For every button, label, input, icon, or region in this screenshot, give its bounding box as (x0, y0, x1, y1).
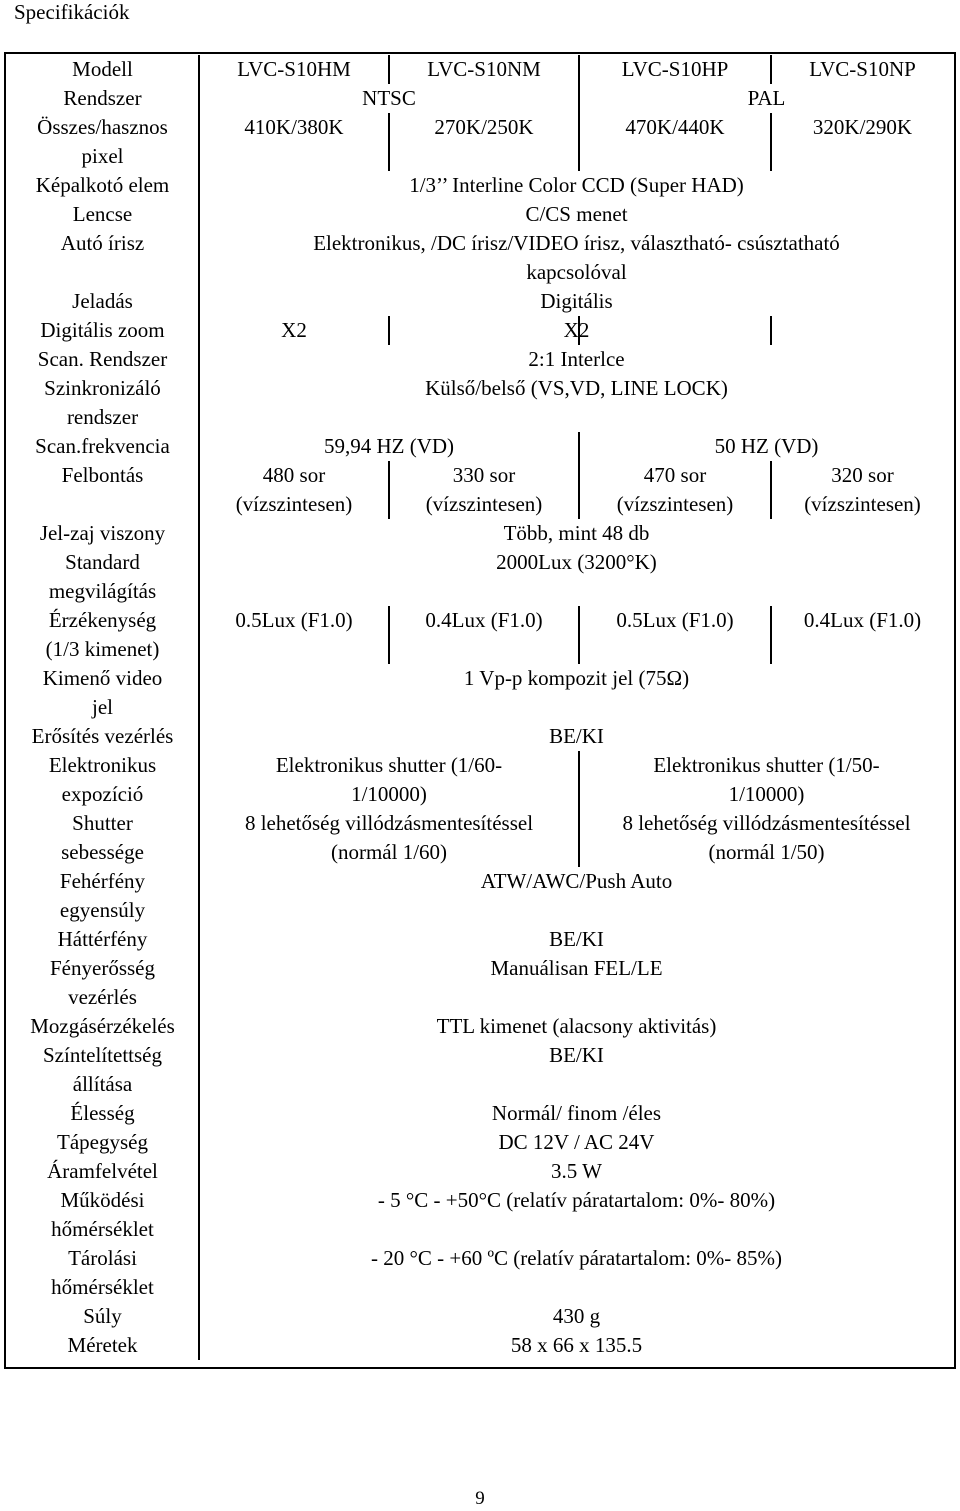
row-auto-irisz (6, 229, 954, 287)
spec-label (6, 1244, 199, 1302)
spec-label-line: Összes/hasznos (37, 115, 168, 139)
column-divider (198, 519, 200, 548)
spec-value (389, 316, 764, 345)
spec-value-line: (vízszintesen) (235, 492, 353, 516)
spec-value-line: DC 12V / AC 24V (498, 1130, 655, 1154)
spec-value (579, 461, 771, 519)
spec-label-line: Színtelítettség (43, 1043, 162, 1067)
spec-value-line: Elektronikus shutter (1/50- (653, 753, 880, 777)
spec-table (4, 52, 956, 1369)
spec-value (199, 1331, 954, 1360)
spec-label-line: Felbontás (61, 463, 144, 487)
spec-label (6, 229, 199, 258)
spec-label-line: Kimenő video (42, 666, 163, 690)
spec-label-line: hőmérséklet (51, 1217, 154, 1241)
row-meretek (6, 1331, 954, 1360)
spec-label-line: Shutter (72, 811, 133, 835)
row-expozicio (6, 751, 954, 809)
column-divider (388, 55, 390, 84)
spec-label (6, 606, 199, 664)
spec-value (771, 55, 954, 84)
column-divider (388, 606, 390, 664)
spec-value (199, 55, 389, 84)
row-suly (6, 1302, 954, 1331)
row-feherfeny (6, 867, 954, 925)
spec-label-line: Modell (72, 57, 133, 81)
spec-label (6, 809, 199, 867)
spec-value-line: 330 sor (452, 463, 516, 487)
column-divider (770, 113, 772, 171)
column-divider (578, 606, 580, 664)
spec-value-line: 2:1 Interlce (528, 347, 625, 371)
column-divider (198, 1099, 200, 1128)
column-divider (198, 461, 200, 519)
column-divider (198, 316, 200, 345)
spec-label (6, 751, 199, 809)
spec-label-line: (1/3 kimenet) (45, 637, 160, 661)
row-jel-zaj (6, 519, 954, 548)
column-divider (578, 113, 580, 171)
spec-label-line: Érzékenység (48, 608, 157, 632)
spec-label (6, 432, 199, 461)
spec-label-line: Áramfelvétel (47, 1159, 158, 1183)
spec-label-line: vezérlés (68, 985, 137, 1009)
row-aramfelvetel (6, 1157, 954, 1186)
spec-value-line: (normál 1/50) (708, 840, 825, 864)
column-divider (198, 954, 200, 1012)
spec-label-line: Súly (83, 1304, 122, 1328)
column-divider (198, 113, 200, 171)
spec-label-line: megvilágítás (48, 579, 157, 603)
spec-label-line: Működési (60, 1188, 145, 1212)
spec-value (771, 461, 954, 519)
spec-value-line: (vízszintesen) (425, 492, 543, 516)
spec-label (6, 1128, 199, 1157)
spec-value (199, 664, 954, 693)
spec-label-line: Jel-zaj viszony (39, 521, 166, 545)
spec-value (389, 113, 579, 142)
column-divider (198, 751, 200, 809)
page-title: Specifikációk (14, 0, 130, 24)
spec-value (199, 925, 954, 954)
column-divider (578, 84, 580, 113)
row-fenyerosseg (6, 954, 954, 1012)
spec-value-line: 3.5 W (551, 1159, 602, 1183)
spec-value (771, 113, 954, 142)
spec-label (6, 1099, 199, 1128)
spec-label (6, 316, 199, 345)
spec-value (199, 1302, 954, 1331)
spec-value-line: - 20 °C - +60 ºC (relatív páratartalom: 0%- 85%) (370, 1246, 783, 1270)
spec-value (199, 809, 579, 867)
spec-value (579, 432, 954, 461)
spec-value-line: LVC-S10NP (809, 57, 916, 81)
column-divider (198, 867, 200, 925)
spec-value-line: 430 g (552, 1304, 601, 1328)
column-divider (198, 548, 200, 606)
spec-value (199, 519, 954, 548)
spec-value (199, 1041, 954, 1070)
spec-value-line: Normál/ finom /éles (491, 1101, 662, 1125)
row-kepalkoto (6, 171, 954, 200)
spec-label-line: Jeladás (72, 289, 133, 313)
spec-label-line: egyensúly (59, 898, 146, 922)
spec-value (389, 461, 579, 519)
spec-value-line: LVC-S10NM (427, 57, 541, 81)
row-kimeno-video (6, 664, 954, 722)
spec-label-line: Tápegység (57, 1130, 148, 1154)
spec-value (199, 1012, 954, 1041)
spec-label-line: Digitális zoom (40, 318, 165, 342)
spec-label (6, 171, 199, 200)
spec-value-line: X2 (281, 318, 307, 342)
column-divider (770, 461, 772, 519)
spec-value (199, 113, 389, 142)
spec-value-line: Manuálisan FEL/LE (490, 956, 663, 980)
column-divider (198, 1331, 200, 1360)
spec-value-line: 480 sor (262, 463, 326, 487)
spec-label-line: Autó írisz (60, 231, 145, 255)
spec-value-line: BE/KI (549, 724, 604, 748)
spec-value-line: 59,94 HZ (VD) (323, 434, 455, 458)
spec-value (771, 606, 954, 635)
spec-value-line: 1 Vp-p kompozit jel (75Ω) (463, 666, 690, 690)
spec-label-line: Fehérfény (59, 869, 146, 893)
spec-label (6, 925, 199, 954)
spec-label (6, 84, 199, 113)
spec-value-line: 320 sor (831, 463, 894, 487)
spec-value-line: 410K/380K (244, 115, 344, 139)
row-erzekenyseg (6, 606, 954, 664)
row-scan-frekvencia (6, 432, 954, 461)
column-divider (198, 171, 200, 200)
spec-value (199, 84, 579, 113)
spec-value (199, 954, 954, 983)
spec-label (6, 1302, 199, 1331)
column-divider (770, 55, 772, 84)
spec-label-line: Scan.frekvencia (35, 434, 170, 458)
row-pixel (6, 113, 954, 171)
spec-value (389, 55, 579, 84)
spec-value (199, 548, 954, 577)
row-mozgaserzekeles (6, 1012, 954, 1041)
spec-value (199, 606, 389, 635)
column-divider (388, 461, 390, 519)
row-hatterfeny (6, 925, 954, 954)
column-divider (578, 809, 580, 867)
spec-value-line: (vízszintesen) (616, 492, 734, 516)
spec-label (6, 548, 199, 606)
spec-label-line: Mozgásérzékelés (30, 1014, 175, 1038)
column-divider (578, 316, 580, 345)
spec-value-line: 270K/250K (434, 115, 534, 139)
column-divider (578, 432, 580, 461)
spec-value (199, 722, 954, 751)
row-modell (6, 55, 954, 84)
spec-label (6, 287, 199, 316)
spec-value-line: NTSC (362, 86, 416, 110)
spec-value-line: BE/KI (549, 1043, 604, 1067)
page-number: 9 (475, 1488, 485, 1509)
spec-value-line: 0.4Lux (F1.0) (425, 608, 543, 632)
column-divider (770, 606, 772, 664)
spec-label-line: Standard (65, 550, 140, 574)
spec-value (199, 316, 389, 345)
spec-value-line: 1/10000) (728, 782, 805, 806)
spec-value-line: LVC-S10HM (237, 57, 351, 81)
spec-value-line: 58 x 66 x 135.5 (510, 1333, 643, 1357)
column-divider (198, 200, 200, 229)
spec-label-line: Erősítés vezérlés (31, 724, 174, 748)
spec-value (199, 751, 579, 809)
spec-value (389, 606, 579, 635)
spec-value (199, 1128, 954, 1157)
spec-label-line: Méretek (67, 1333, 138, 1357)
spec-label (6, 461, 199, 490)
row-elesseg (6, 1099, 954, 1128)
spec-value-line: 0.4Lux (F1.0) (803, 608, 922, 632)
column-divider (578, 461, 580, 519)
column-divider (198, 55, 200, 84)
spec-value (579, 809, 954, 867)
row-shutter (6, 809, 954, 867)
row-szinkron (6, 374, 954, 432)
spec-label-line: Képalkotó elem (35, 173, 170, 197)
spec-value-line: ATW/AWC/Push Auto (480, 869, 673, 893)
row-zoom (6, 316, 954, 345)
row-scan-rendszer (6, 345, 954, 374)
spec-value (199, 1244, 954, 1273)
spec-value-line: 1/10000) (351, 782, 427, 806)
spec-value (579, 84, 954, 113)
spec-label-line: Lencse (72, 202, 133, 226)
spec-label-line: jel (92, 695, 113, 719)
row-tapegyseg (6, 1128, 954, 1157)
spec-value-line: 320K/290K (812, 115, 913, 139)
spec-label (6, 1331, 199, 1360)
spec-label-line: Élesség (70, 1101, 135, 1125)
spec-value (199, 229, 954, 287)
spec-label-line: expozíció (61, 782, 144, 806)
spec-value-line: Külső/belső (VS,VD, LINE LOCK) (425, 376, 728, 400)
spec-value-line: - 5 °C - +50°C (relatív páratartalom: 0%- 80%) (377, 1188, 776, 1212)
spec-value-line: Elektronikus, /DC írisz/VIDEO írisz, választható- csúsztatható (313, 231, 840, 255)
column-divider (198, 1157, 200, 1186)
row-lencse (6, 200, 954, 229)
spec-value-line: Több, mint 48 db (503, 521, 650, 545)
spec-label-line: Tárolási (68, 1246, 137, 1270)
spec-value-line: 8 lehetőség villódzásmentesítéssel (244, 811, 534, 835)
spec-value (199, 461, 389, 519)
column-divider (578, 55, 580, 84)
spec-value-line: 50 HZ (VD) (714, 434, 819, 458)
spec-label (6, 200, 199, 229)
spec-value (199, 1099, 954, 1128)
spec-label-line: Scan. Rendszer (37, 347, 168, 371)
spec-value-line: (normál 1/60) (330, 840, 448, 864)
row-mukodesi-homerseklet (6, 1186, 954, 1244)
column-divider (198, 287, 200, 316)
column-divider (388, 113, 390, 171)
spec-label (6, 1012, 199, 1041)
spec-value-line: 470K/440K (625, 115, 725, 139)
spec-value (199, 867, 954, 896)
spec-value-line: BE/KI (549, 927, 604, 951)
spec-value-line: 8 lehetőség villódzásmentesítéssel (622, 811, 911, 835)
spec-value-line: Elektronikus shutter (1/60- (275, 753, 503, 777)
spec-value-line: kapcsolóval (526, 260, 627, 284)
spec-value (579, 55, 771, 84)
spec-label (6, 1186, 199, 1244)
row-felbontas (6, 461, 954, 519)
spec-value (199, 1157, 954, 1186)
spec-value-line: X2 (563, 318, 590, 342)
spec-label-line: rendszer (66, 405, 139, 429)
column-divider (198, 664, 200, 722)
spec-value (199, 287, 954, 316)
spec-value-line: PAL (747, 86, 786, 110)
spec-value (199, 345, 954, 374)
spec-label (6, 345, 199, 374)
spec-value (199, 200, 954, 229)
column-divider (198, 925, 200, 954)
spec-value (199, 171, 954, 200)
spec-label-line: állítása (72, 1072, 133, 1096)
spec-value (199, 1186, 954, 1215)
spec-value-line: 470 sor (643, 463, 707, 487)
spec-label-line: Rendszer (63, 86, 142, 110)
spec-label (6, 519, 199, 548)
spec-label-line: sebessége (61, 840, 144, 864)
spec-value-line: C/CS menet (525, 202, 628, 226)
column-divider (198, 1244, 200, 1302)
spec-label (6, 55, 199, 84)
column-divider (770, 316, 772, 345)
column-divider (198, 229, 200, 287)
spec-value (579, 113, 771, 142)
spec-label (6, 113, 199, 171)
spec-label (6, 374, 199, 432)
column-divider (198, 1186, 200, 1244)
spec-label (6, 954, 199, 1012)
spec-label (6, 1041, 199, 1099)
column-divider (198, 84, 200, 113)
spec-value (579, 751, 954, 809)
spec-label-line: Elektronikus (48, 753, 157, 777)
spec-value-line: Digitális (540, 289, 613, 313)
spec-label-line: Fényerősség (50, 956, 155, 980)
spec-label (6, 664, 199, 722)
spec-value-line: 0.5Lux (F1.0) (616, 608, 734, 632)
column-divider (198, 1041, 200, 1099)
spec-value (579, 606, 771, 635)
spec-label (6, 1157, 199, 1186)
column-divider (198, 722, 200, 751)
spec-value-line: LVC-S10HP (621, 57, 729, 81)
column-divider (198, 345, 200, 374)
spec-value-line: TTL kimenet (alacsony aktivitás) (436, 1014, 717, 1038)
spec-label (6, 867, 199, 925)
spec-label (6, 722, 199, 751)
spec-label-line: Szinkronizáló (44, 376, 161, 400)
column-divider (198, 432, 200, 461)
spec-value-line: (vízszintesen) (804, 492, 921, 516)
column-divider (198, 374, 200, 432)
row-jeladas (6, 287, 954, 316)
spec-label-line: pixel (81, 144, 124, 168)
spec-value-line: 2000Lux (3200°K) (496, 550, 657, 574)
spec-value (199, 432, 579, 461)
row-szintelitettseg (6, 1041, 954, 1099)
column-divider (198, 1302, 200, 1331)
spec-value (199, 374, 954, 403)
row-rendszer (6, 84, 954, 113)
spec-value-line: 1/3’’ Interline Color CCD (Super HAD) (409, 173, 744, 197)
spec-label-line: Háttérfény (57, 927, 148, 951)
column-divider (578, 751, 580, 809)
column-divider (388, 316, 390, 345)
column-divider (198, 1128, 200, 1157)
spec-label-line: hőmérséklet (51, 1275, 154, 1299)
spec-value-line: 0.5Lux (F1.0) (235, 608, 353, 632)
column-divider (198, 809, 200, 867)
column-divider (198, 606, 200, 664)
row-erosites (6, 722, 954, 751)
column-divider (198, 1012, 200, 1041)
row-tarolasi-homerseklet (6, 1244, 954, 1302)
row-megvilagitas (6, 548, 954, 606)
